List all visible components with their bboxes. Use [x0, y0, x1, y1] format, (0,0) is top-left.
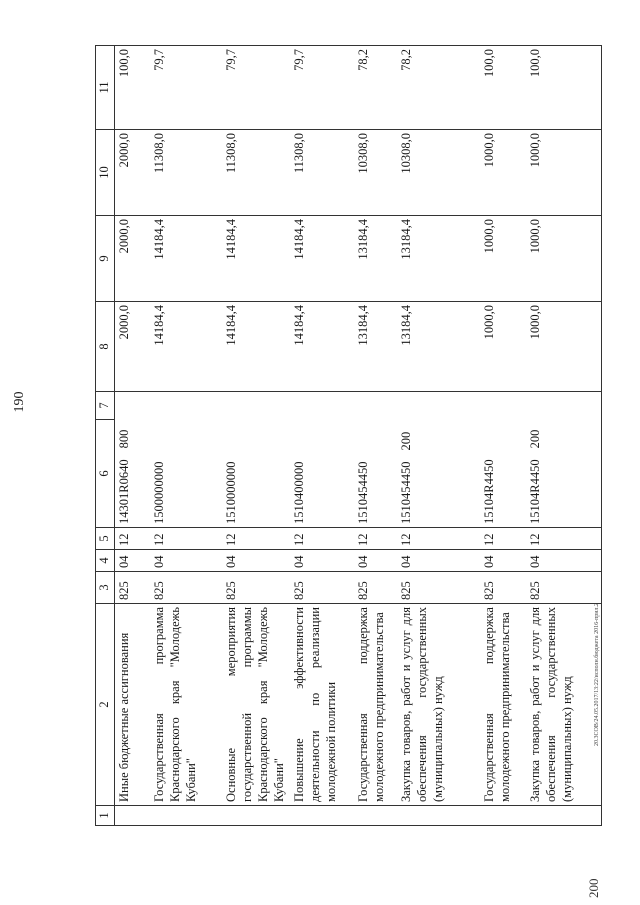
section-cell: 04 — [114, 550, 150, 572]
page-number: 190 — [12, 391, 27, 413]
header-cell: 11 — [96, 46, 115, 130]
admin-code-cell: 825 — [222, 572, 290, 604]
row-number-cell — [354, 806, 397, 826]
table-row — [480, 46, 526, 826]
table-row — [222, 46, 290, 826]
amount-cell: 11308,0 — [290, 130, 354, 216]
header-cell: 6 — [96, 420, 115, 528]
amount-cell: 1000,0 — [480, 216, 526, 302]
admin-code-cell: 825 — [354, 572, 397, 604]
row-number-cell — [290, 806, 354, 826]
section-cell: 04 — [290, 550, 354, 572]
header-cell: 4 — [96, 550, 115, 572]
code-group — [114, 392, 150, 528]
amount-cell: 1000,0 — [526, 130, 602, 216]
row-name-cell: Основные мероприятия государственной программы Краснодарского края "Молодежь Кубани" — [222, 604, 290, 806]
amount-cell: 13184,4 — [397, 216, 480, 302]
header-cell: 10 — [96, 130, 115, 216]
row-name-cell: Закупка товаров, работ и услуг для обеспечения государственных (муниципальных) нужд — [526, 604, 602, 806]
amount-cell: 13184,4 — [354, 302, 397, 392]
row-number-cell — [114, 806, 150, 826]
section-cell: 04 — [354, 550, 397, 572]
percent-cell: 100,0 — [480, 46, 526, 130]
amount-cell: 14184,4 — [222, 216, 290, 302]
amount-cell: 14184,4 — [150, 302, 222, 392]
amount-cell: 11308,0 — [222, 130, 290, 216]
header-cell: 1 — [96, 806, 115, 826]
header-cell: 7 — [96, 392, 115, 420]
subsection-cell: 12 — [397, 528, 480, 550]
row-number-cell — [397, 806, 480, 826]
amount-cell: 1000,0 — [480, 130, 526, 216]
row-name-cell: Повышение эффективности деятельности по реализации молодежной политики — [290, 604, 354, 806]
amount-cell: 2000,0 — [114, 130, 150, 216]
table-row — [290, 46, 354, 826]
admin-code-cell: 825 — [150, 572, 222, 604]
percent-cell: 79,7 — [290, 46, 354, 130]
percent-cell: 100,0 — [114, 46, 150, 130]
header-cell: 2 — [96, 604, 115, 806]
amount-cell: 14184,4 — [222, 302, 290, 392]
row-number-cell — [480, 806, 526, 826]
amount-cell: 14184,4 — [150, 216, 222, 302]
target-article-cell: 1500000000 — [152, 461, 167, 524]
target-article-cell: 15104R4450 — [527, 459, 542, 524]
subsection-cell: 12 — [354, 528, 397, 550]
admin-code-cell: 825 — [114, 572, 150, 604]
amount-cell: 14184,4 — [290, 216, 354, 302]
code-group — [354, 392, 397, 528]
row-name-cell: Государственная поддержка молодежного предпринимательства — [354, 604, 397, 806]
percent-cell: 100,0 — [526, 46, 602, 130]
target-article-cell: 1510454450 — [398, 461, 413, 524]
code-group — [526, 392, 602, 528]
table-row — [526, 46, 602, 826]
amount-cell: 10308,0 — [397, 130, 480, 216]
target-article-cell: 1510400000 — [291, 461, 306, 524]
document-footer: 20.3СОВ/24.05.2017/13:22/исполн.бюджета 2016-прил.2 — [594, 602, 600, 746]
target-article-cell: 1510454450 — [355, 461, 370, 524]
admin-code-cell: 825 — [397, 572, 480, 604]
amount-cell: 14184,4 — [290, 302, 354, 392]
amount-cell: 2000,0 — [114, 302, 150, 392]
row-name-cell: Иные бюджетные ассигнования — [114, 604, 150, 806]
expense-type-cell: 800 — [116, 429, 131, 449]
amount-cell: 1000,0 — [526, 302, 602, 392]
table-row — [354, 46, 397, 826]
amount-cell: 1000,0 — [480, 302, 526, 392]
header-cell: 5 — [96, 528, 115, 550]
amount-cell: 1000,0 — [526, 216, 602, 302]
table-row — [150, 46, 222, 826]
subsection-cell: 12 — [290, 528, 354, 550]
corner-page-number: 200 — [586, 878, 601, 898]
percent-cell: 79,7 — [222, 46, 290, 130]
subsection-cell: 12 — [480, 528, 526, 550]
amount-cell: 11308,0 — [150, 130, 222, 216]
row-name-cell: Закупка товаров, работ и услуг для обеспечения государственных (муниципальных) нужд — [397, 604, 480, 806]
subsection-cell: 12 — [222, 528, 290, 550]
row-name-cell: Государственная поддержка молодежного предпринимательства — [480, 604, 526, 806]
amount-cell: 13184,4 — [354, 216, 397, 302]
table-row — [397, 46, 480, 826]
row-number-cell — [526, 806, 602, 826]
section-cell: 04 — [480, 550, 526, 572]
amount-cell: 2000,0 — [114, 216, 150, 302]
expense-type-cell: 200 — [527, 429, 542, 449]
code-group — [480, 392, 526, 528]
section-cell: 04 — [526, 550, 602, 572]
section-cell: 04 — [397, 550, 480, 572]
admin-code-cell: 825 — [290, 572, 354, 604]
amount-cell: 13184,4 — [397, 302, 480, 392]
amount-cell: 10308,0 — [354, 130, 397, 216]
admin-code-cell: 825 — [480, 572, 526, 604]
subsection-cell: 12 — [150, 528, 222, 550]
section-cell: 04 — [222, 550, 290, 572]
target-article-cell: 1510000000 — [224, 461, 239, 524]
admin-code-cell: 825 — [526, 572, 602, 604]
expense-type-cell: 200 — [398, 431, 413, 451]
code-group — [397, 392, 480, 528]
code-group — [222, 392, 290, 528]
percent-cell: 79,7 — [150, 46, 222, 130]
row-number-cell — [222, 806, 290, 826]
header-cell: 9 — [96, 216, 115, 302]
rotated-table-container — [95, 46, 574, 826]
row-name-cell: Государственная программа Краснодарского края "Молодежь Кубани" — [150, 604, 222, 806]
percent-cell: 78,2 — [397, 46, 480, 130]
code-group — [150, 392, 222, 528]
section-cell: 04 — [150, 550, 222, 572]
target-article-cell: 15104R4450 — [481, 459, 496, 524]
target-article-cell: 14301R0640 — [116, 459, 131, 524]
header-cell: 3 — [96, 572, 115, 604]
code-group — [290, 392, 354, 528]
subsection-cell: 12 — [114, 528, 150, 550]
subsection-cell: 12 — [526, 528, 602, 550]
budget-table — [95, 45, 602, 826]
header-cell: 8 — [96, 302, 115, 392]
header-row — [96, 46, 115, 826]
table-row — [114, 46, 150, 826]
percent-cell: 78,2 — [354, 46, 397, 130]
row-number-cell — [150, 806, 222, 826]
